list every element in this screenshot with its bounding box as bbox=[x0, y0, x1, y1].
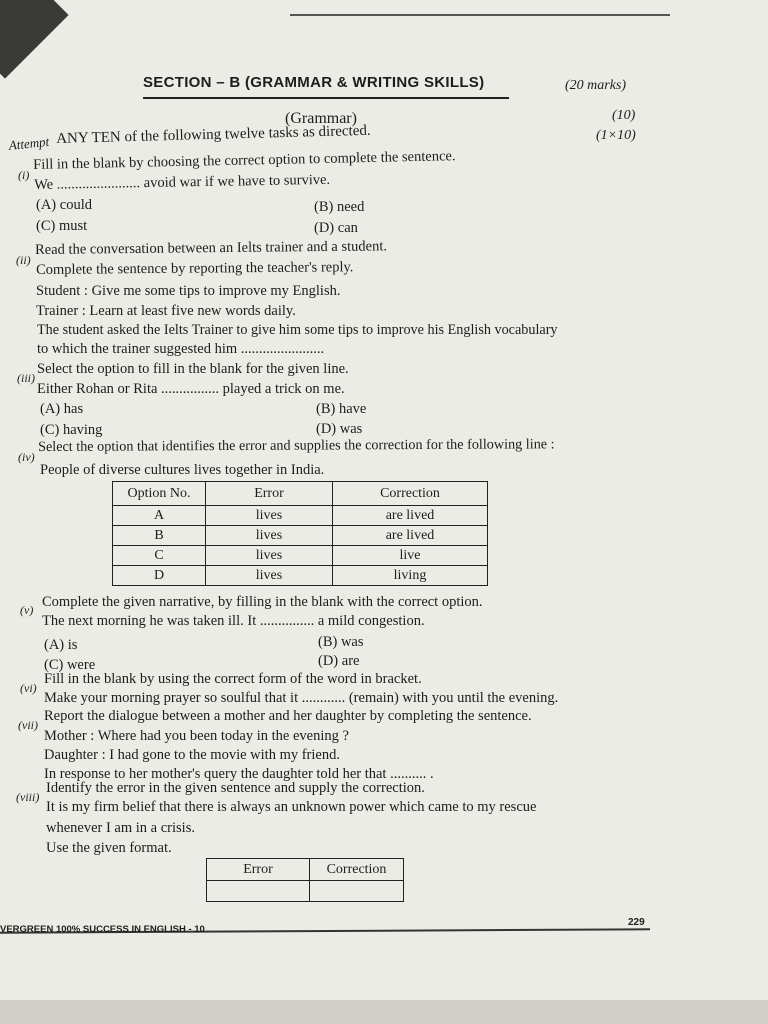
q3-option-a: (A) has bbox=[40, 401, 84, 417]
q1-sentence: We ....................... avoid war if we have to survive. bbox=[34, 171, 331, 193]
q7-line-4: In response to her mother's query the daughter told her that .......... . bbox=[44, 766, 434, 782]
q3-number: (iii) bbox=[17, 371, 35, 385]
table-header: Option No. bbox=[113, 482, 206, 506]
subsection-marks: (10) bbox=[612, 108, 636, 123]
q5-sentence: The next morning he was taken ill. It ............... a mild congestion. bbox=[42, 613, 425, 629]
table-cell: live bbox=[333, 546, 488, 566]
q8-line-4: Use the given format. bbox=[46, 840, 172, 856]
table-cell: C bbox=[113, 546, 206, 566]
table-header: Error bbox=[207, 859, 310, 881]
q5-option-a: (A) is bbox=[44, 637, 78, 653]
bottom-edge-shadow bbox=[0, 1000, 768, 1024]
q4-number: (iv) bbox=[18, 450, 35, 464]
q7-line-2: Mother : Where had you been today in the evening ? bbox=[44, 728, 349, 744]
q2-line-3: Student : Give me some tips to improve my English. bbox=[36, 283, 341, 299]
q5-option-d: (D) are bbox=[318, 653, 360, 669]
instruction-text: ANY TEN of the following twelve tasks as directed. bbox=[56, 122, 371, 147]
table-cell: lives bbox=[206, 526, 333, 546]
q1-option-b: (B) need bbox=[314, 199, 365, 215]
table-header: Correction bbox=[333, 482, 488, 506]
q2-line-1: Read the conversation between an Ielts trainer and a student. bbox=[35, 238, 388, 258]
table-row bbox=[113, 506, 488, 526]
instruction-prefix: Attempt bbox=[8, 133, 50, 153]
q2-line-4: Trainer : Learn at least five new words daily. bbox=[36, 303, 296, 319]
q6-number: (vi) bbox=[20, 681, 37, 695]
q3-option-d: (D) was bbox=[316, 421, 363, 437]
table-row bbox=[207, 881, 404, 902]
footer-book-title: VERGREEN 100% SUCCESS IN ENGLISH - 10 bbox=[0, 924, 205, 935]
q2-number: (ii) bbox=[16, 253, 31, 267]
q1-option-d: (D) can bbox=[314, 220, 358, 236]
table-header-row bbox=[113, 482, 488, 506]
q4-sentence: People of diverse cultures lives together in India. bbox=[40, 462, 325, 478]
table-cell: D bbox=[113, 566, 206, 586]
top-edge-line bbox=[290, 14, 670, 16]
q1-number: (i) bbox=[18, 168, 30, 182]
table-cell bbox=[207, 881, 310, 902]
subsection-marks-each: (1×10) bbox=[596, 128, 636, 143]
table-cell: are lived bbox=[333, 506, 488, 526]
q2-line-2: Complete the sentence by reporting the teacher's reply. bbox=[36, 259, 354, 278]
q1-prompt: Fill in the blank by choosing the correct option to complete the sentence. bbox=[33, 148, 456, 173]
q3-prompt: Select the option to fill in the blank for the given line. bbox=[37, 361, 349, 377]
q6-prompt: Fill in the blank by using the correct form of the word in bracket. bbox=[44, 671, 422, 687]
q4-options-table bbox=[112, 481, 488, 586]
q5-option-c: (C) were bbox=[44, 657, 96, 673]
q5-prompt: Complete the given narrative, by filling in the blank with the correct option. bbox=[42, 594, 483, 610]
table-cell bbox=[310, 881, 404, 902]
q5-number: (v) bbox=[20, 603, 34, 617]
table-cell: A bbox=[113, 506, 206, 526]
section-underline bbox=[143, 97, 509, 99]
table-row bbox=[113, 566, 488, 586]
table-cell: lives bbox=[206, 546, 333, 566]
q2-line-6: to which the trainer suggested him ....................... bbox=[37, 341, 325, 357]
subsection-title: (Grammar) bbox=[285, 110, 357, 127]
section-marks: (20 marks) bbox=[565, 78, 627, 93]
q3-option-c: (C) having bbox=[40, 422, 103, 438]
q8-line-1: Identify the error in the given sentence and supply the correction. bbox=[46, 780, 425, 796]
q8-line-2: It is my firm belief that there is always an unknown power which came to my rescue bbox=[46, 799, 537, 815]
q3-option-b: (B) have bbox=[316, 401, 367, 417]
q8-number: (viii) bbox=[16, 790, 40, 804]
q8-answer-table bbox=[206, 858, 404, 902]
q1-option-a: (A) could bbox=[36, 197, 92, 213]
q5-option-b: (B) was bbox=[318, 634, 364, 650]
table-row bbox=[113, 546, 488, 566]
table-row bbox=[113, 526, 488, 546]
q4-prompt: Select the option that identifies the error and supplies the correction for the following line : bbox=[38, 436, 555, 455]
table-header: Correction bbox=[310, 859, 404, 881]
page-corner-shadow bbox=[0, 0, 69, 79]
q8-line-3: whenever I am in a crisis. bbox=[46, 820, 195, 836]
q7-number: (vii) bbox=[18, 718, 38, 732]
q6-sentence: Make your morning prayer so soulful that it ............ (remain) with you until the evening. bbox=[44, 690, 559, 706]
table-cell: are lived bbox=[333, 526, 488, 546]
q7-line-3: Daughter : I had gone to the movie with my friend. bbox=[44, 747, 340, 763]
table-cell: lives bbox=[206, 566, 333, 586]
q1-option-c: (C) must bbox=[36, 218, 88, 234]
q7-line-1: Report the dialogue between a mother and her daughter by completing the sentence. bbox=[44, 708, 532, 724]
section-title: SECTION – B (GRAMMAR & WRITING SKILLS) bbox=[143, 74, 485, 91]
q2-line-5: The student asked the Ielts Trainer to give him some tips to improve his English vocabulary bbox=[37, 322, 558, 338]
table-header: Error bbox=[206, 482, 333, 506]
table-cell: lives bbox=[206, 506, 333, 526]
page-number: 229 bbox=[628, 917, 645, 928]
table-cell: B bbox=[113, 526, 206, 546]
q3-sentence: Either Rohan or Rita ................ played a trick on me. bbox=[37, 381, 345, 397]
table-cell: living bbox=[333, 566, 488, 586]
table-header-row bbox=[207, 859, 404, 881]
